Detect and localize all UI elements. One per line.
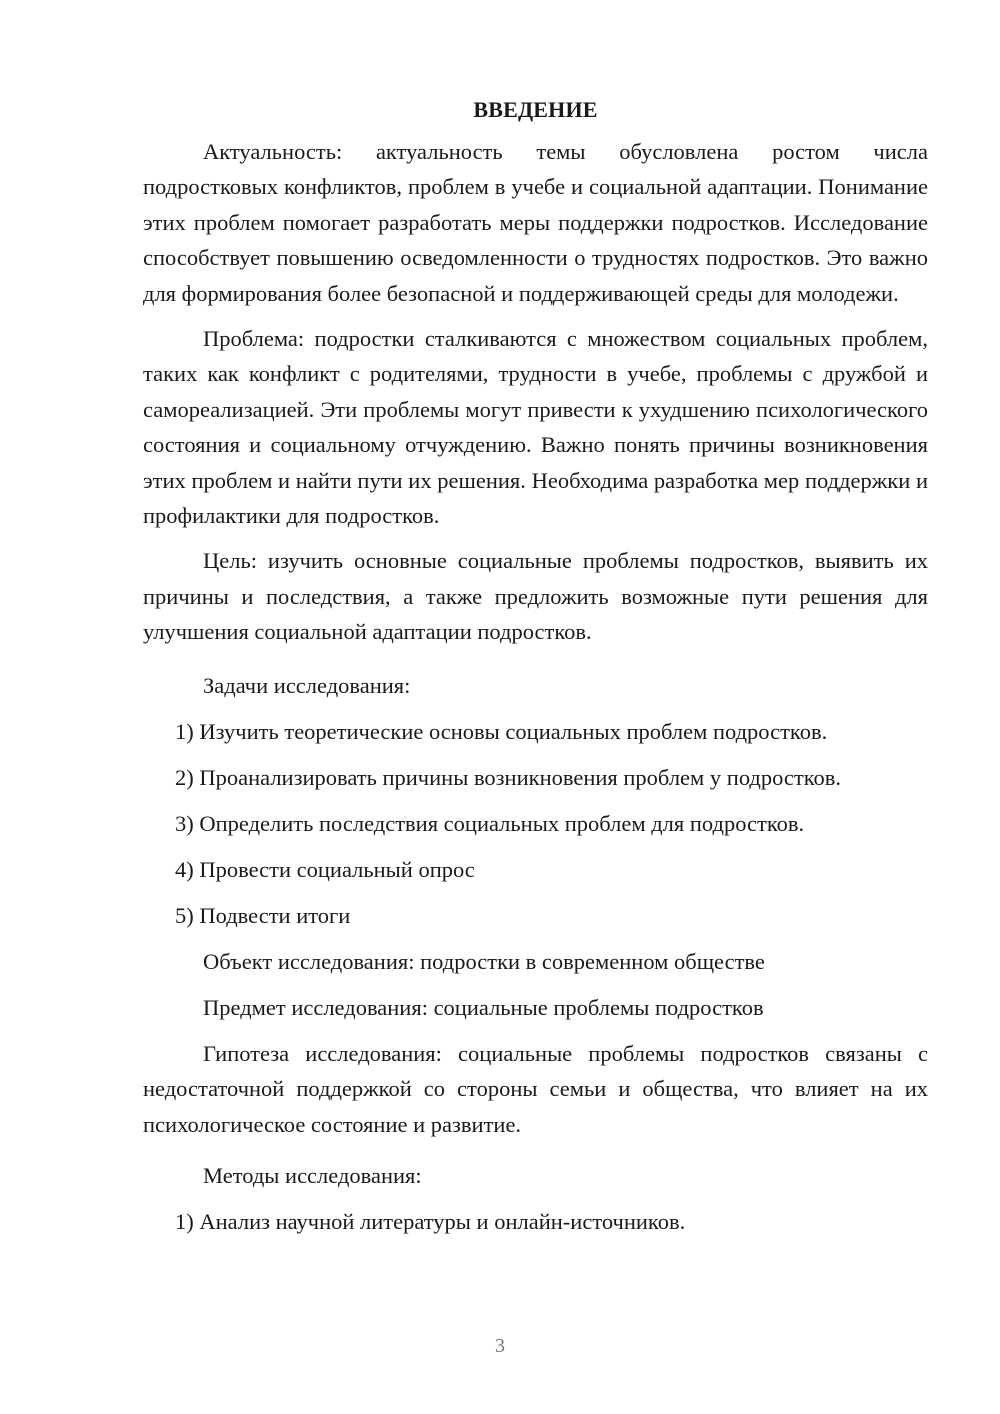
relevance-paragraph: Актуальность: актуальность темы обусловлена ростом числа подростковых конфликтов, проблем в учебе и социальной адаптации. Понимание этих проблем помогает разработать меры поддержки подростков. Исследование способствует повышению осведомленности о трудностях подростков. Это важно для формирования более безопасной и поддерживающей среды для молодежи.	[143, 139, 928, 306]
tasks-title: Задачи исследования:	[203, 672, 411, 698]
section-heading: ВВЕДЕНИЕ	[473, 97, 598, 122]
hypothesis-paragraph: Гипотеза исследования: социальные проблемы подростков связаны с недостаточной поддержкой со стороны семьи и общества, что влияет на их психологическое состояние и развитие.	[143, 1040, 928, 1137]
tasks-list	[143, 714, 928, 933]
page-number: 3	[495, 1335, 505, 1357]
goal-paragraph: Цель: изучить основные социальные проблемы подростков, выявить их причины и последствия, а также предложить возможные пути решения для улучшения социальной адаптации подростков.	[143, 548, 928, 645]
document-page	[143, 94, 928, 1239]
problem-paragraph: Проблема: подростки сталкиваются с множеством социальных проблем, таких как конфликт с родителями, трудности в учебе, проблемы с дружбой и самореализацией. Эти проблемы могут привести к ухудшению психологического состояния и социальному отчуждению. Важно понять причины возникновения этих проблем и найти пути их решения. Необходима разработка мер поддержки и профилактики для подростков.	[143, 326, 928, 529]
methods-title: Методы исследования:	[203, 1162, 422, 1188]
list-item: 1) Анализ научной литературы и онлайн-источников.	[175, 1208, 686, 1234]
list-item: 3) Определить последствия социальных проблем для подростков.	[175, 810, 805, 836]
list-item: 4) Провести социальный опрос	[175, 856, 475, 882]
list-item: 1) Изучить теоретические основы социальных проблем подростков.	[175, 718, 828, 744]
methods-list	[143, 1204, 928, 1239]
object-line: Объект исследования: подростки в современном обществе	[203, 948, 765, 974]
subject-line: Предмет исследования: социальные проблемы подростков	[203, 994, 764, 1020]
list-item: 5) Подвести итоги	[175, 902, 351, 928]
list-item: 2) Проанализировать причины возникновения проблем у подростков.	[175, 764, 842, 790]
